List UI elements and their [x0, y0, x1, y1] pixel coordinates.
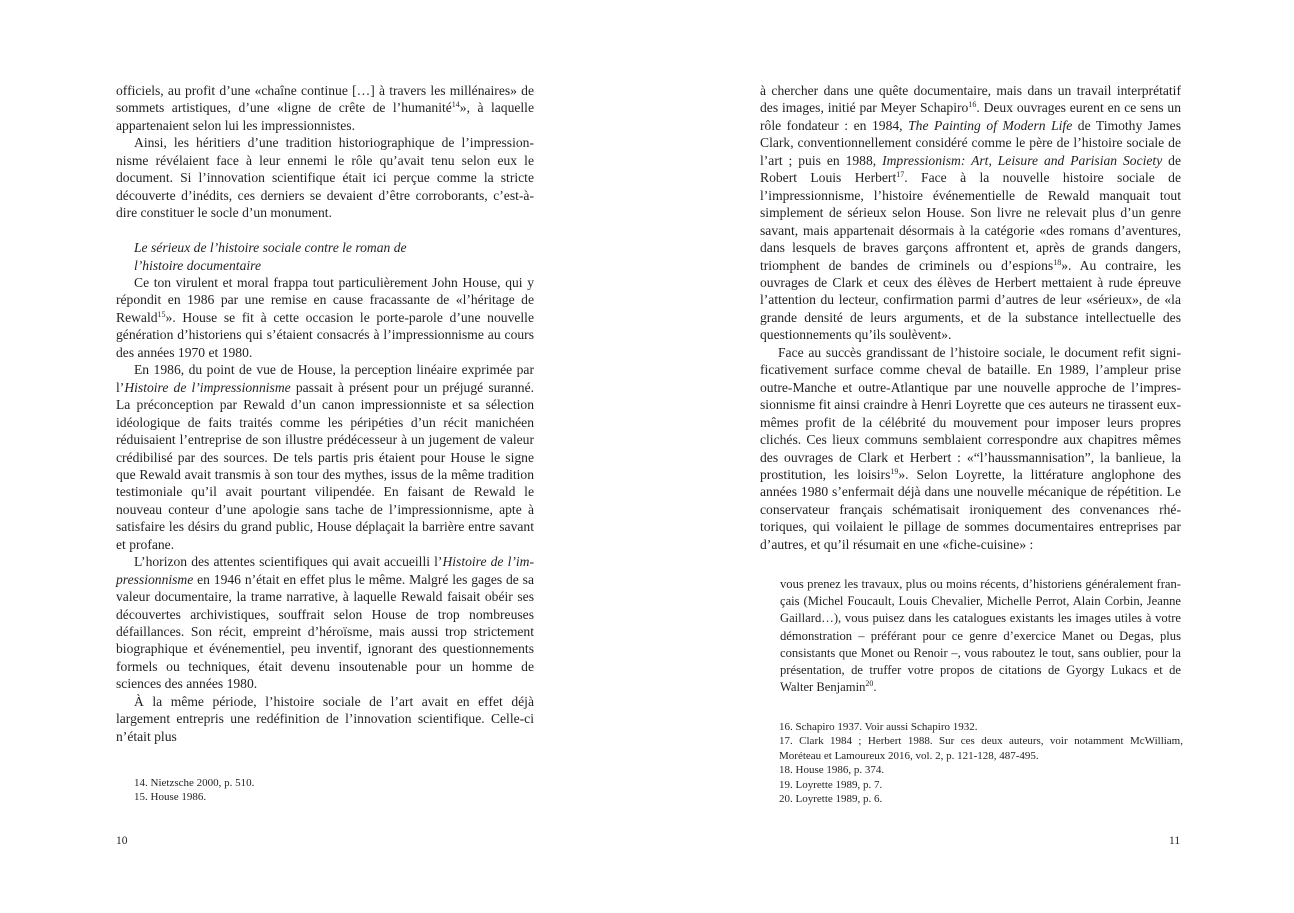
text-run: Ce ton virulent et moral frappa tout particulièrement John House, qui y répondit en 1986 par une remise en cause fracassante de «l’héritage de Rewald [116, 274, 534, 325]
paragraph [116, 553, 534, 693]
right-body-text [760, 82, 1181, 696]
footnote: 19. Loyrette 1989, p. 7. [779, 778, 883, 791]
footnote-ref: 19 [890, 466, 899, 476]
text-run: . [873, 679, 877, 694]
text-run: à chercher dans une quête documentaire, mais dans un travail interprétatif des images, initié par Meyer Schapiro [760, 83, 1181, 116]
footnote-ref: 14 [451, 100, 460, 110]
footnote: 17. Clark 1984 ; Herbert 1988. Sur ces deux auteurs, voir notamment McWilliam, Moréteau et Lamoureux 2016, vol. 2, p. 121-128, 487-495. [779, 735, 1183, 762]
text-run: Le sérieux de l’histoire sociale contre le roman de l’histoire documentaire [134, 240, 407, 273]
text-run: . Deux ouvrages eurent en ce sens un rôle fondateur : en 1984, [760, 100, 1181, 133]
text-run: En 1986, du point de vue de House, la perception linéaire exprimée par l’ [116, 362, 534, 395]
left-footnotes [134, 776, 434, 805]
text-run: ». Au contraire, les ouvrages de Clark et ceux des élèves de Herbert mettaient à rude épreuve l’attention du lecteur, confirmation parmi d’autres de leur «sérieux», de «la grande densité de leurs arguments, et de la substance intellectuelle des questionnements qu’ils soulèvent». [760, 257, 1181, 343]
paragraph [760, 344, 1181, 553]
text-run: À la même période, l’histoire sociale de l’art avait en effet déjà largement entrepris une redéfinition de l’innovation scientifique. Celle-ci n’était plus [116, 693, 534, 744]
left-body-text [116, 82, 534, 745]
page-number: 10 [116, 835, 128, 847]
paragraph [116, 274, 534, 361]
page-number: 11 [1169, 835, 1181, 847]
text-run: . Face à la nouvelle histoire sociale de l’impressionnisme, l’histoire événementielle de Rewald manquait tout simplement de sérieux selon House. Son livre ne relevait plus d’un genre savant, mais appartenait désormais à la catégorie «des romans d’aventures, dans lesquels de braves garçons affrontent et, après de grands dangers, triomphent de bandes de criminels ou d’espions [760, 170, 1181, 273]
text-run: de Timothy James Clark, conventionnellement considéré comme le père de l’histoire sociale de l’art ; puis en 1988, [760, 117, 1181, 168]
footnote-ref: 17 [896, 170, 905, 180]
footnote: 18. House 1986, p. 374. [779, 764, 885, 777]
italic-title: Histoire de l’impressionnisme [116, 554, 534, 587]
text-run: de Robert Louis Herbert [760, 152, 1181, 186]
text-run: L’horizon des attentes scientifiques qui avait accueilli l’ [134, 554, 443, 570]
text-run: passait à présent pour un préjugé suranné. La préconception par Rewald d’un canon impressionniste et sa sélection idéologique de faits traités comme les péripéties d’un récit manichéen réduisaient l’entreprise de son illustre prédécesseur à un jugement de valeur crédibilisé par des sources. De tels partis pris étaient pour House le signe que Rewald avait transmis à son tour des mythes, issus de la même tradition testimoniale qu’il avait pourtant vilipendée. En faisant de Rewald le nouveau conteur d’une apologie sans tache de l’impressionnisme, apte à satisfaire les désirs du grand public, House déplaçait la barrière entre savant et profane. [116, 379, 534, 552]
text-run: ». Selon Loyrette, la littérature anglophone des années 1980 s’enfermait déjà dans une nouvelle mécanique de répétition. Le conservateur français schématisait ironiquement des convenances rhétoriques, qui voilaient le pillage de sommes documentaires entreprises par d’autres, et qu’il résumait en une «fiche-cuisine» : [760, 466, 1182, 552]
italic-title: The Painting of Modern Life [908, 117, 1073, 133]
paragraph [760, 82, 1181, 344]
footnote-ref: 16 [968, 100, 977, 110]
text-run: vous prenez les travaux, plus ou moins récents, d’historiens généralement français (Michel Foucault, Louis Chevalier, Michelle Perrot, Alain Corbin, Jeanne Gaillard…), vous puisez dans les catalogues existants les images utiles à votre démonstration – préférant pour ce genre d’exercice Manet ou Degas, plus consistants que Monet ou Renoir –, vous raboutez le tout, sans oublier, pour la présentation, de truffer votre propos de citations de Gyorgy Lukacs et de Walter Benjamin [780, 577, 1181, 694]
section-heading [116, 239, 454, 274]
text-run: Face au succès grandissant de l’histoire sociale, le document refit significativement surface comme cheval de bataille. En 1989, l’ampleur prise outre-Manche et outre-Atlantique par une nouvelle approche de l’impressionnisme fit ainsi craindre à Henri Loyrette que ces auteurs ne tirassent eux-mêmes profit de la célébrité du mouvement pour imposer leurs propres clichés. Ces lieux communs semblaient correspondre aux chapitres mêmes des ouvrages de Clark et Herbert : «“l’haussmannisation”, la banlieue, la prostitution, les loisirs [760, 344, 1181, 482]
italic-title: Impressionism: Art, Leisure and Parisian Society [882, 152, 1163, 168]
footnote: 15. House 1986. [134, 791, 207, 804]
text-run: », à laquelle appartenaient selon lui les impressionnistes. [116, 100, 534, 133]
footnote-ref: 18 [1053, 257, 1062, 267]
footnote: 16. Schapiro 1937. Voir aussi Schapiro 1932. [779, 721, 978, 733]
block-quote [780, 576, 1181, 696]
paragraph [116, 82, 534, 134]
text-run: ». House se fit à cette occasion le porte-parole d’une nouvelle génération d’historiens qui s’étaient consacrés à l’impressionnisme au cours des années 1970 et 1980. [116, 309, 534, 360]
text-run: en 1946 n’était en effet plus le même. Malgré les gages de sa valeur documentaire, la trame narrative, à laquelle Rewald faisait obéir ses découvertes archivistiques, souffrait selon House de trop nombreuses défaillances. Son récit, empreint d’héroïsme, mais aussi trop strictement biographique et événementiel, peu inventif, ignorant des questionnements formels ou techniques, était devenu insoutenable pour un homme de sciences des années 1980. [116, 571, 534, 692]
italic-title: Histoire de l’impressionnisme [124, 379, 291, 395]
paragraph [116, 361, 534, 553]
footnote-ref: 15 [157, 309, 166, 319]
footnote-ref: 20 [865, 678, 874, 688]
text-run: Ainsi, les héritiers d’une tradition historiographique de l’impressionnisme révélaient face à leur ennemi le rôle qu’avait tenu selon eux le document. Si l’innovation scientifique était ici perçue comme la stricte découverte d’inédits, ces derniers se devaient d’être corroborants, c’est-à-dire constituer le socle d’un monument. [116, 135, 534, 221]
footnote: 14. Nietzsche 2000, p. 510. [134, 777, 255, 789]
text-run: officiels, au profit d’une «chaîne continue […] à travers les millénaires» de sommets artistiques, d’une «ligne de crête de l’humanité [116, 83, 534, 116]
right-footnotes [779, 720, 1183, 806]
paragraph [116, 134, 534, 221]
footnote: 20. Loyrette 1989, p. 6. [779, 793, 883, 806]
paragraph [116, 693, 534, 745]
